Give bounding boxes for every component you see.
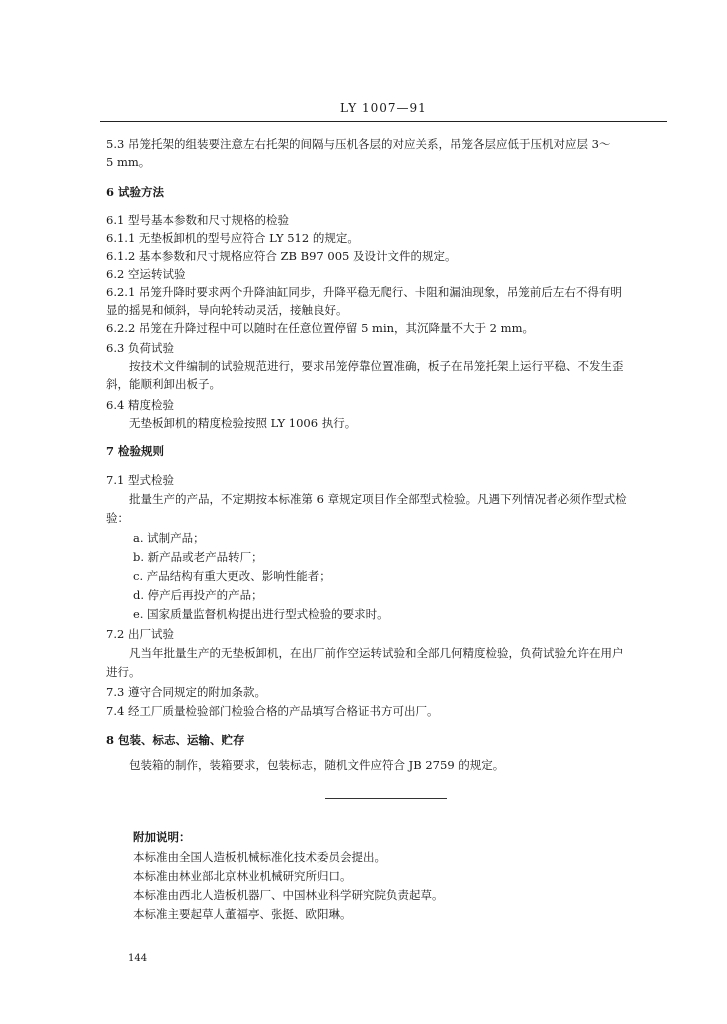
clause-6-1-1: 6.1.1 无垫板卸机的型号应符合 LY 512 的规定。 [106,231,359,245]
page-header: LY 1007—91 [340,101,427,115]
para-5-3: 5.3 吊笼托架的组装要注意左右托架的间隔与压机各层的对应关系，吊笼各层应低于压机对应层 3～ [106,137,611,151]
list-item-a: a. 试制产品； [133,531,205,545]
para-5-3-cont: 5 mm。 [106,155,151,169]
section-8-body: 包装箱的制作，装箱要求，包装标志，随机文件应符合 JB 2759 的规定。 [129,758,505,772]
clause-6-2-2: 6.2.2 吊笼在升降过程中可以随时在任意位置停留 5 min，其沉降量不大于 2 mm。 [106,321,534,335]
list-item-d: d. 停产后再投产的产品； [133,588,263,602]
clause-7-2-body: 凡当年批量生产的无垫板卸机，在出厂前作空运转试验和全部几何精度检验，负荷试验允许在用户 [129,646,624,660]
clause-6-2-1: 6.2.1 吊笼升降时要求两个升降油缸同步，升降平稳无爬行、卡阻和漏油现象，吊笼前后左右不得有明 [106,285,622,299]
notes-item: 本标准由全国人造板机械标准化技术委员会提出。 [133,850,386,864]
notes-item: 本标准由西北人造板机器厂、中国林业科学研究院负责起草。 [133,888,444,902]
section-8-heading: 8 包装、标志、运输、贮存 [106,733,245,747]
clause-7-1: 7.1 型式检验 [106,473,174,487]
clause-7-4: 7.4 经工厂质量检验部门检验合格的产品填写合格证书方可出厂。 [106,704,439,718]
clause-7-1-body: 批量生产的产品，不定期按本标准第 6 章规定项目作全部型式检验。凡遇下列情况者必须作型式检 [129,492,627,506]
list-item-e: e. 国家质量监督机构提出进行型式检验的要求时。 [133,607,389,621]
section-7-heading: 7 检验规则 [106,444,165,458]
end-rule [325,798,447,799]
clause-6-4: 6.4 精度检验 [106,398,174,412]
list-item-b: b. 新产品或老产品转厂； [133,550,263,564]
header-rule [100,121,667,122]
clause-6-2-1-cont: 显的摇晃和倾斜，导向轮转动灵活，接触良好。 [106,303,348,317]
clause-7-3: 7.3 遵守合同规定的附加条款。 [106,685,266,699]
notes-item: 本标准由林业部北京林业机械研究所归口。 [133,869,352,883]
clause-7-2: 7.2 出厂试验 [106,627,174,641]
clause-6-3-body: 按技术文件编制的试验规范进行，要求吊笼停靠位置准确，板子在吊笼托架上运行平稳、不发生歪 [129,359,624,373]
clause-7-1-body-cont: 验： [106,511,129,525]
notes-item: 本标准主要起草人董福亭、张挺、欧阳琳。 [133,907,352,921]
clause-6-4-body: 无垫板卸机的精度检验按照 LY 1006 执行。 [129,416,357,430]
section-6-heading: 6 试验方法 [106,185,165,199]
page-number: 144 [128,953,148,964]
notes-title: 附加说明： [133,830,191,844]
clause-6-1: 6.1 型号基本参数和尺寸规格的检验 [106,213,289,227]
clause-6-2: 6.2 空运转试验 [106,267,186,281]
list-item-c: c. 产品结构有重大更改、影响性能者； [133,569,331,583]
clause-6-3-body-cont: 斜，能顺利卸出板子。 [106,377,221,391]
clause-7-2-body-cont: 进行。 [106,665,141,679]
clause-6-3: 6.3 负荷试验 [106,341,174,355]
clause-6-1-2: 6.1.2 基本参数和尺寸规格应符合 ZB B97 005 及设计文件的规定。 [106,249,457,263]
